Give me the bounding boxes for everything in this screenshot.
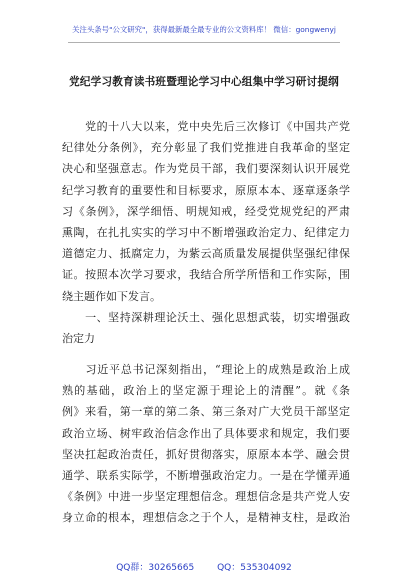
body-line: 政治立场、树牢政治信念作出了具体要求和规定，我们要 — [62, 426, 350, 440]
body-line: 纪学习教育的重要性和目标要求，原原本本、逐章逐条学 — [62, 183, 350, 197]
body-line: 绕主题作如下发言。 — [62, 289, 161, 303]
body-line: 坚决扛起政治责任，抓好贯彻落实，原原本本学、融会贯 — [62, 447, 350, 461]
body-line: 身立命的根本，理想信念之于个人，是精神支柱，是政治 — [62, 511, 350, 525]
body-line: 决心和坚强意志。作为党员干部，我们要深刻认识开展党 — [62, 162, 350, 176]
section-heading-line: 一、坚持深耕理论沃土、强化思想武装，切实增强政 — [62, 310, 350, 324]
section-heading-line: 治定力 — [62, 331, 95, 345]
body-line: 习《条例》，深学细悟、明规知戒，经受党规党纪的严肃 — [62, 204, 350, 218]
document-title: 党纪学习教育读书班暨理论学习中心组集中学习研讨提纲 — [69, 76, 339, 88]
body-line: 《条例》中进一步坚定理想信念。理想信念是共产党人安 — [62, 490, 350, 504]
body-line: 纪律处分条例》，充分彰显了我们党推进自我革命的坚定 — [62, 141, 350, 155]
footer-qq-group: QQ群：30265665 — [116, 563, 195, 573]
header-banner: 关注头条号"公文研究"，获得最新最全最专业的公文资料库！ 微信：gongwenyj — [72, 25, 336, 34]
paragraph-gap — [62, 349, 350, 359]
body-line: 熏陶，在扎扎实实的学习中不断增强政治定力、纪律定力 — [62, 225, 350, 239]
body-line: 党的十八大以来，党中央先后三次修订《中国共产党 — [62, 120, 350, 133]
body-line: 例》来看，第一章的第二条、第三条对广大党员干部坚定 — [62, 405, 350, 419]
body-line: 证。按照本次学习要求，我结合所学所悟和工作实际，围 — [62, 268, 350, 282]
body-line: 习近平总书记深刻指出，“理论上的成熟是政治上成 — [62, 363, 350, 377]
body-line: 通学、联系实际学，不断增强政治定力。一是在学懂弄通 — [62, 469, 350, 482]
footer-qq-number: QQ：535304092 — [217, 563, 292, 573]
body-line: 道德定力、抵腐定力，为紫云高质量发展提供坚强纪律保 — [62, 247, 350, 261]
document-body — [62, 116, 350, 529]
header-divider — [68, 42, 340, 43]
footer-contact — [0, 560, 408, 573]
body-line: 熟的基础，政治上的坚定源于理论上的清醒”。就《条 — [62, 384, 350, 398]
